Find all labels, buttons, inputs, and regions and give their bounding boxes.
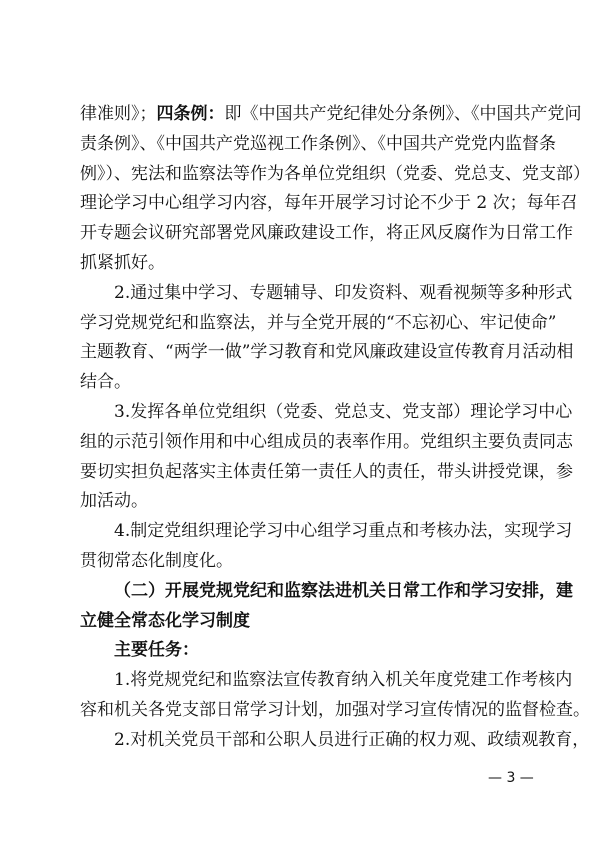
text-line: 3.发挥各单位党组织（党委、党总支、党支部）理论学习中心 <box>114 402 573 422</box>
text-line: 4.制定党组织理论学习中心组学习重点和考核办法，实现学习 <box>114 521 573 542</box>
text-line: 结合。 <box>80 372 131 393</box>
text-line: 学习党规党纪和监察法，并与全党开展的“不忘初心、牢记使命” <box>80 312 557 333</box>
text-line: 贯彻常态化制度化。 <box>80 551 233 571</box>
text-line: 组的示范引领作用和中心组成员的表率作用。党组织主要负责同志 <box>80 431 573 452</box>
text-line: 2.对机关党员干部和公职人员进行正确的权力观、政绩观教育， <box>114 729 590 750</box>
text-line: 开专题会议研究部署党风廉政建设工作，将正风反腐作为日常工作 <box>80 223 573 244</box>
text-line: 例》）、宪法和监察法等作为各单位党组织（党委、党总支、党支部） <box>80 163 590 184</box>
text-line: 2.通过集中学习、专题辅导、印发资料、观看视频等多种形式 <box>114 282 573 303</box>
text-line: 抓紧抓好。 <box>80 253 165 273</box>
text-line: 主题教育、“两学一做”学习教育和党风廉政建设宣传教育月活动相 <box>80 342 574 363</box>
text-line: 责条例》、《中国共产党巡视工作条例》、《中国共产党党内监督条 <box>80 133 556 154</box>
section-heading: 立健全常态化学习制度 <box>80 610 250 631</box>
text-line: 要切实担负起落实主体责任第一责任人的责任，带头讲授党课，参 <box>80 461 573 482</box>
text-line: 律准则》；四条例：即《中国共产党纪律处分条例》、《中国共产党问 <box>80 104 582 124</box>
text-line: 加活动。 <box>80 491 148 512</box>
page-number: — 3 — <box>488 770 534 786</box>
section-heading: （二）开展党规党纪和监察法进机关日常工作和学习安排，建 <box>114 580 573 601</box>
text-line: 理论学习中心组学习内容，每年开展学习讨论不少于 2 次；每年召 <box>80 193 578 214</box>
text-line: 1.将党规党纪和监察法宣传教育纳入机关年度党建工作考核内 <box>114 670 573 691</box>
text-line: 容和机关各党支部日常学习计划，加强对学习宣传情况的监督检查。 <box>80 700 590 720</box>
subheading: 主要任务： <box>114 640 199 661</box>
